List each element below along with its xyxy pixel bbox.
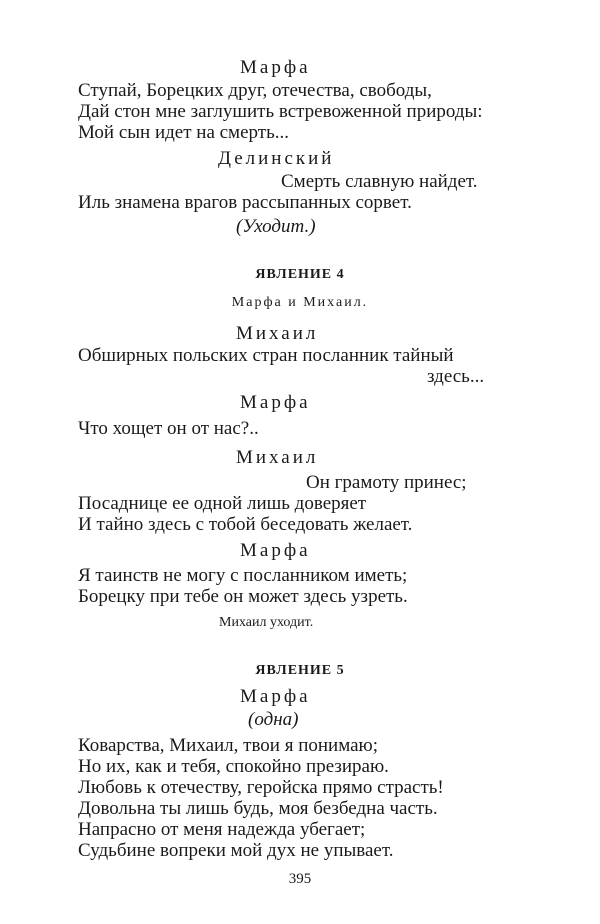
verse-line: Напрасно от меня надежда убегает;	[78, 819, 366, 840]
speaker-mikhail: Михаил	[236, 323, 319, 344]
scene-heading: ЯВЛЕНИЕ 5	[255, 663, 345, 678]
verse-line: Коварства, Михаил, твои я понимаю;	[78, 735, 379, 756]
verse-line: Он грамоту принес;	[306, 472, 467, 493]
verse-line: Довольна ты лишь будь, моя безбедна часть.	[78, 798, 438, 819]
verse-line: Что хощет он от нас?..	[78, 418, 259, 439]
speaker-marfa: Марфа	[240, 686, 311, 707]
verse-line: Смерть славную найдет.	[281, 171, 478, 192]
verse-line: Судьбине вопреки мой дух не упывает.	[78, 840, 394, 861]
speaker-marfa: Марфа	[240, 392, 311, 413]
verse-line: Но их, как и тебя, спокойно презираю.	[78, 756, 389, 777]
speaker-delinsky: Делинский	[218, 148, 335, 169]
verse-line: Борецку при тебе он может здесь узреть.	[78, 586, 408, 607]
verse-line: Иль знамена врагов рассыпанных сорвет.	[78, 192, 412, 213]
verse-line: Дай стон мне заглушить встревоженной природы:	[78, 101, 483, 122]
verse-line: Мой сын идет на смерть...	[78, 122, 289, 143]
verse-line: Посаднице ее одной лишь доверяет	[78, 493, 367, 514]
verse-line: Я таинств не могу с посланником иметь;	[78, 565, 408, 586]
verse-line: Обширных польских стран посланник тайный	[78, 345, 454, 366]
page-number: 395	[288, 871, 312, 887]
speaker-mikhail: Михаил	[236, 447, 319, 468]
stage-direction: (Уходит.)	[236, 216, 316, 237]
verse-line: И тайно здесь с тобой беседовать желает.	[78, 514, 413, 535]
scene-heading: ЯВЛЕНИЕ 4	[255, 267, 345, 282]
verse-line: здесь...	[427, 366, 485, 387]
verse-line: Ступай, Борецких друг, отечества, свободы,	[78, 80, 432, 101]
verse-line: Любовь к отечеству, геройска прямо страсть!	[78, 777, 444, 798]
scene-cast: Марфа и Михаил.	[231, 295, 369, 310]
stage-direction: (одна)	[248, 709, 299, 730]
speaker-marfa: Марфа	[240, 540, 311, 561]
stage-direction: Михаил уходит.	[219, 615, 314, 630]
speaker-marfa: Марфа	[240, 57, 311, 78]
